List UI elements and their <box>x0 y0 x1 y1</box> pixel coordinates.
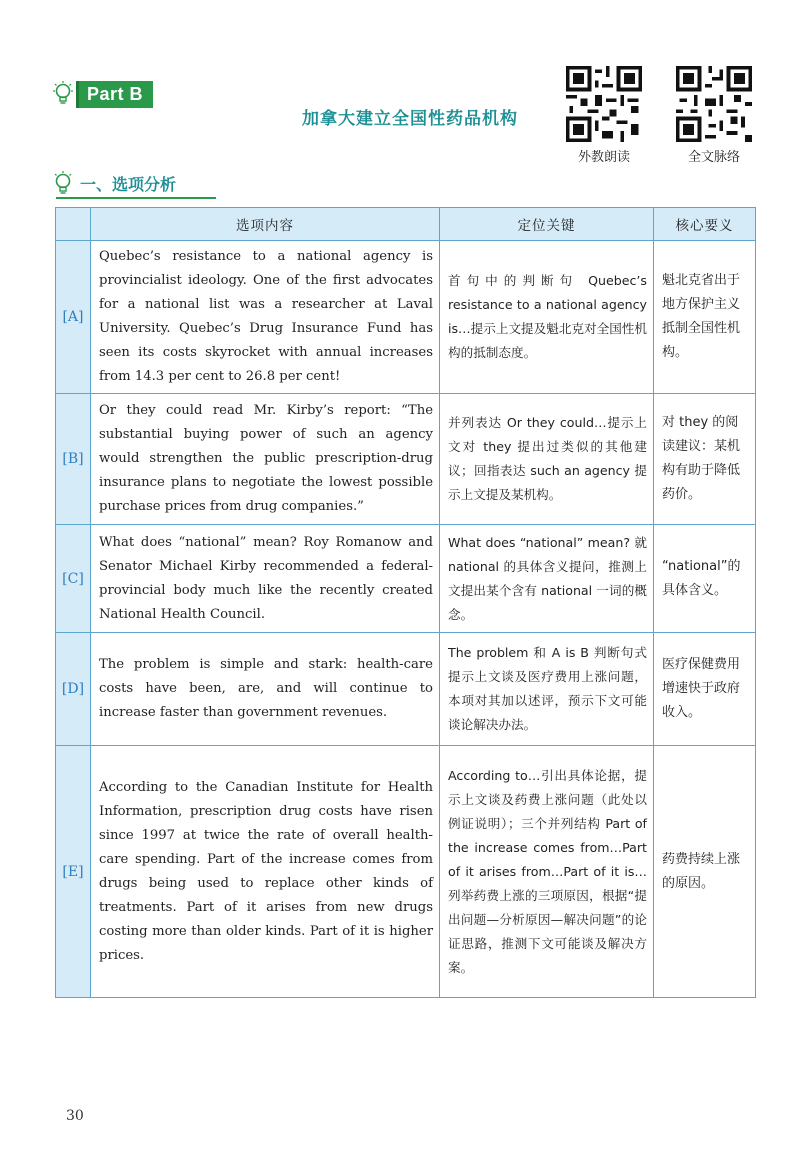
page-number: 30 <box>66 1108 84 1124</box>
qr-caption-outline: 全文脉络 <box>687 150 740 165</box>
header-label-cell <box>56 208 91 241</box>
section-divider <box>56 197 216 199</box>
option-meaning: 魁北克省出于地方保护主义抵制全国性机构。 <box>654 241 756 394</box>
table-header-row <box>56 208 756 241</box>
option-label: [D] <box>56 633 91 746</box>
option-content: According to the Canadian Institute for Health Information, prescription drug costs have risen since 1997 at twice the rate of overall health-care spending. Part of the increase comes from drugs being used to replace other kinds of treatments. Part of it arises from new drugs costing more than older kinds. Part of it is higher prices. <box>91 746 440 998</box>
option-keyword: According to…引出具体论据，提示上文谈及药费上涨问题（此处以例证说明）；三个并列结构 Part of the increase comes from…Part of it arises from…Part of it is…列举药费上涨的三项原因，根据“提出问题—分析原因—解决问题”的论证思路，推测下文可能谈及解决方案。 <box>440 746 654 998</box>
lightbulb-icon <box>52 169 74 197</box>
options-table <box>55 207 756 998</box>
option-keyword: 首句中的判断句 Quebec’s resistance to a national agency is…提示上文提及魁北克对全国性机构的抵制态度。 <box>440 241 654 394</box>
table-row <box>56 746 756 998</box>
option-label: [B] <box>56 394 91 525</box>
table-row <box>56 241 756 394</box>
option-keyword: The problem 和 A is B 判断句式提示上文谈及医疗费用上涨问题，本项对其加以述评，预示下文可能谈论解决办法。 <box>440 633 654 746</box>
part-b-badge <box>52 80 153 108</box>
section-heading <box>52 168 212 198</box>
option-label: [C] <box>56 525 91 633</box>
page-title: 加拿大建立全国性药品机构 <box>302 109 518 129</box>
part-label: Part B <box>76 81 153 108</box>
option-label: [A] <box>56 241 91 394</box>
option-content: Or they could read Mr. Kirby’s report: “The substantial buying power of such an agency would strengthen the public prescription-drug insurance plans to negotiate the lowest possible purchase prices from drug companies.” <box>91 394 440 525</box>
qr-code-icon[interactable] <box>566 66 642 142</box>
header-meaning: 核心要义 <box>654 208 756 241</box>
option-content: The problem is simple and stark: health-care costs have been, are, and will continue to increase faster than government revenues. <box>91 633 440 746</box>
option-meaning: 药费持续上涨的原因。 <box>654 746 756 998</box>
option-label: [E] <box>56 746 91 998</box>
option-meaning: 医疗保健费用增速快于政府收入。 <box>654 633 756 746</box>
section-title: 一、选项分析 <box>80 174 177 194</box>
qr-code-icon[interactable] <box>676 66 752 142</box>
table-row <box>56 633 756 746</box>
table-row <box>56 525 756 633</box>
header-content: 选项内容 <box>91 208 440 241</box>
option-meaning: 对 they 的阅读建议：某机构有助于降低药价。 <box>654 394 756 525</box>
table-row <box>56 394 756 525</box>
option-keyword: What does “national” mean? 就 national 的具体含义提问，推测上文提出某个含有 national 一词的概念。 <box>440 525 654 633</box>
option-meaning: “national”的具体含义。 <box>654 525 756 633</box>
option-keyword: 并列表达 Or they could…提示上文对 they 提出过类似的其他建议；回指表达 such an agency 提示上文提及某机构。 <box>440 394 654 525</box>
qr-caption-reading: 外教朗读 <box>577 150 630 165</box>
header-keyword: 定位关键 <box>440 208 654 241</box>
option-content: What does “national” mean? Roy Romanow and Senator Michael Kirby recommended a federal-provincial body much like the recently created National Health Council. <box>91 525 440 633</box>
lightbulb-icon <box>52 80 74 108</box>
option-content: Quebec’s resistance to a national agency is provincialist ideology. One of the first advocates for a national list was a researcher at Laval University. Quebec’s Drug Insurance Fund has seen its costs skyrocket with annual increases from 14.3 per cent to 26.8 per cent! <box>91 241 440 394</box>
